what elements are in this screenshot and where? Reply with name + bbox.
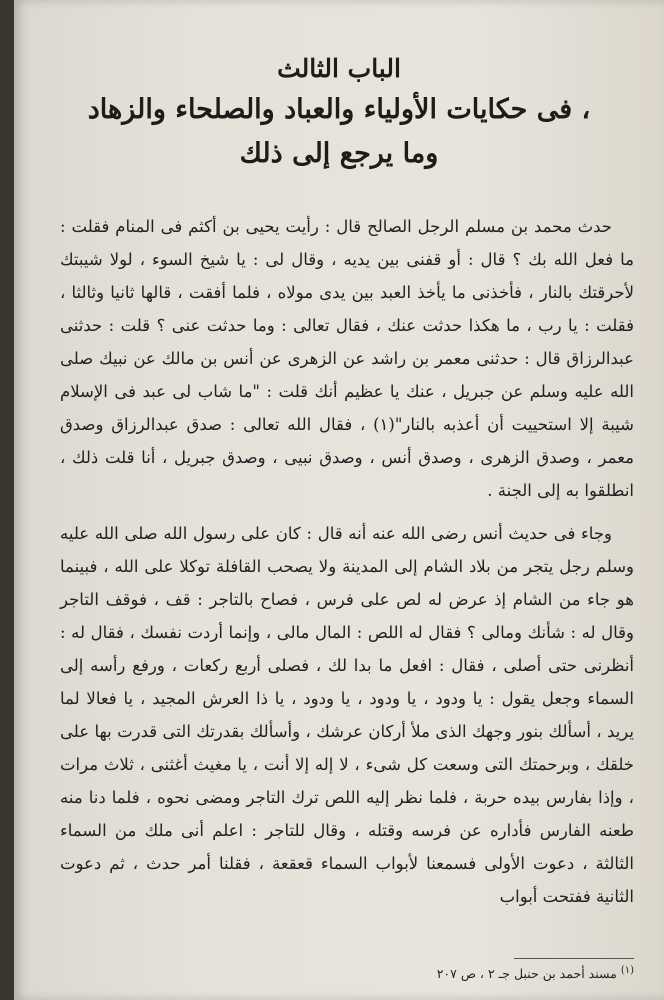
footnote-text: مسند أحمد بن حنبل جـ ٢ ، ص ٢٠٧	[436, 966, 617, 982]
paragraph-1: حدث محمد بن مسلم الرجل الصالح قال : رأيت يحيى بن أكثم فى المنام فقلت : ما فعل الله بك ؟ قال : أو قفنى بين يديه ، وقال لى : يا شيخ السوء ، لولا شيبتك لأحرقتك بالنار ، فأخذنى ما يأخذ العبد بين يدى مولاه ، فلما أفقت ، قالها ثانيا وثالثا ، فقلت : يا رب ، ما هكذا حدثت عنك ، فقال تعالى : وما حدثت عنى ؟ قلت : حدثنى عبدالرزاق قال : حدثنى معمر بن راشد عن الزهرى عن أنس بن مالك عن نبيك صلى الله عليه وسلم عن جبريل ، عنك يا عظيم أنك قلت : "ما شاب لى عبد فى الإسلام شيبة إلا استحييت أن أعذبه بالنار"(١) ، فقال الله تعالى : صدق عبدالرزاق وصدق معمر ، وصدق الزهرى ، وصدق أنس ، وصدق نبيى ، وصدق جبريل ، أنا قلت ذلك ، انطلقوا به إلى الجنة .	[60, 217, 634, 500]
book-page	[14, 0, 664, 1000]
footnote	[214, 960, 634, 985]
footnote-separator	[514, 958, 634, 959]
paragraph-2: وجاء فى حديث أنس رضى الله عنه أنه قال : كان على رسول الله صلى الله عليه وسلم رجل يتجر من بلاد الشام إلى المدينة ولا يصحب القافلة توكلا على الله ، فبينما هو جاء من الشام إذ عرض له لص على فرس ، فصاح بالتاجر : قف ، فوقف التاجر وقال له : شأنك ومالى ؟ فقال له اللص : المال مالى ، وإنما أردت نفسك ، فقال له : أنظرنى حتى أصلى ، فقال : افعل ما بدا لك ، فصلى أربع ركعات ، ورفع رأسه إلى السماء وجعل يقول : يا ودود ، يا ودود ، يا ودود ، يا ذا العرش المجيد ، يا فعالا لما يريد ، أسألك بنور وجهك الذى ملأ أركان عرشك ، وأسألك بقدرتك التى قدرت بها على خلقك ، وبرحمتك التى وسعت كل شىء ، لا إله إلا أنت ، يا مغيث أغثنى ، ثلاث مرات ، وإذا بفارس بيده حربة ، فلما نظر إليه اللص ترك التاجر ومضى نحوه ، فلما دنا منه طعنه الفارس فأداره عن فرسه وقتله ، وقال للتاجر : اعلم أنى ملك من السماء الثالثة ، دعوت الأولى فسمعنا لأبواب السماء قعقعة ، فقلنا أمر حدث ، ثم دعوت الثانية ففتحت أبواب	[60, 524, 634, 906]
chapter-header	[54, 50, 624, 176]
page-body	[60, 210, 634, 913]
chapter-title-line-1: فى حكايات الأولياء والعباد والصلحاء والزهاد ،	[87, 94, 591, 125]
chapter-number: الباب الثالث	[277, 54, 401, 83]
chapter-title-line-2: وما يرجع إلى ذلك	[239, 138, 439, 169]
footnote-marker: (١)	[620, 965, 634, 976]
